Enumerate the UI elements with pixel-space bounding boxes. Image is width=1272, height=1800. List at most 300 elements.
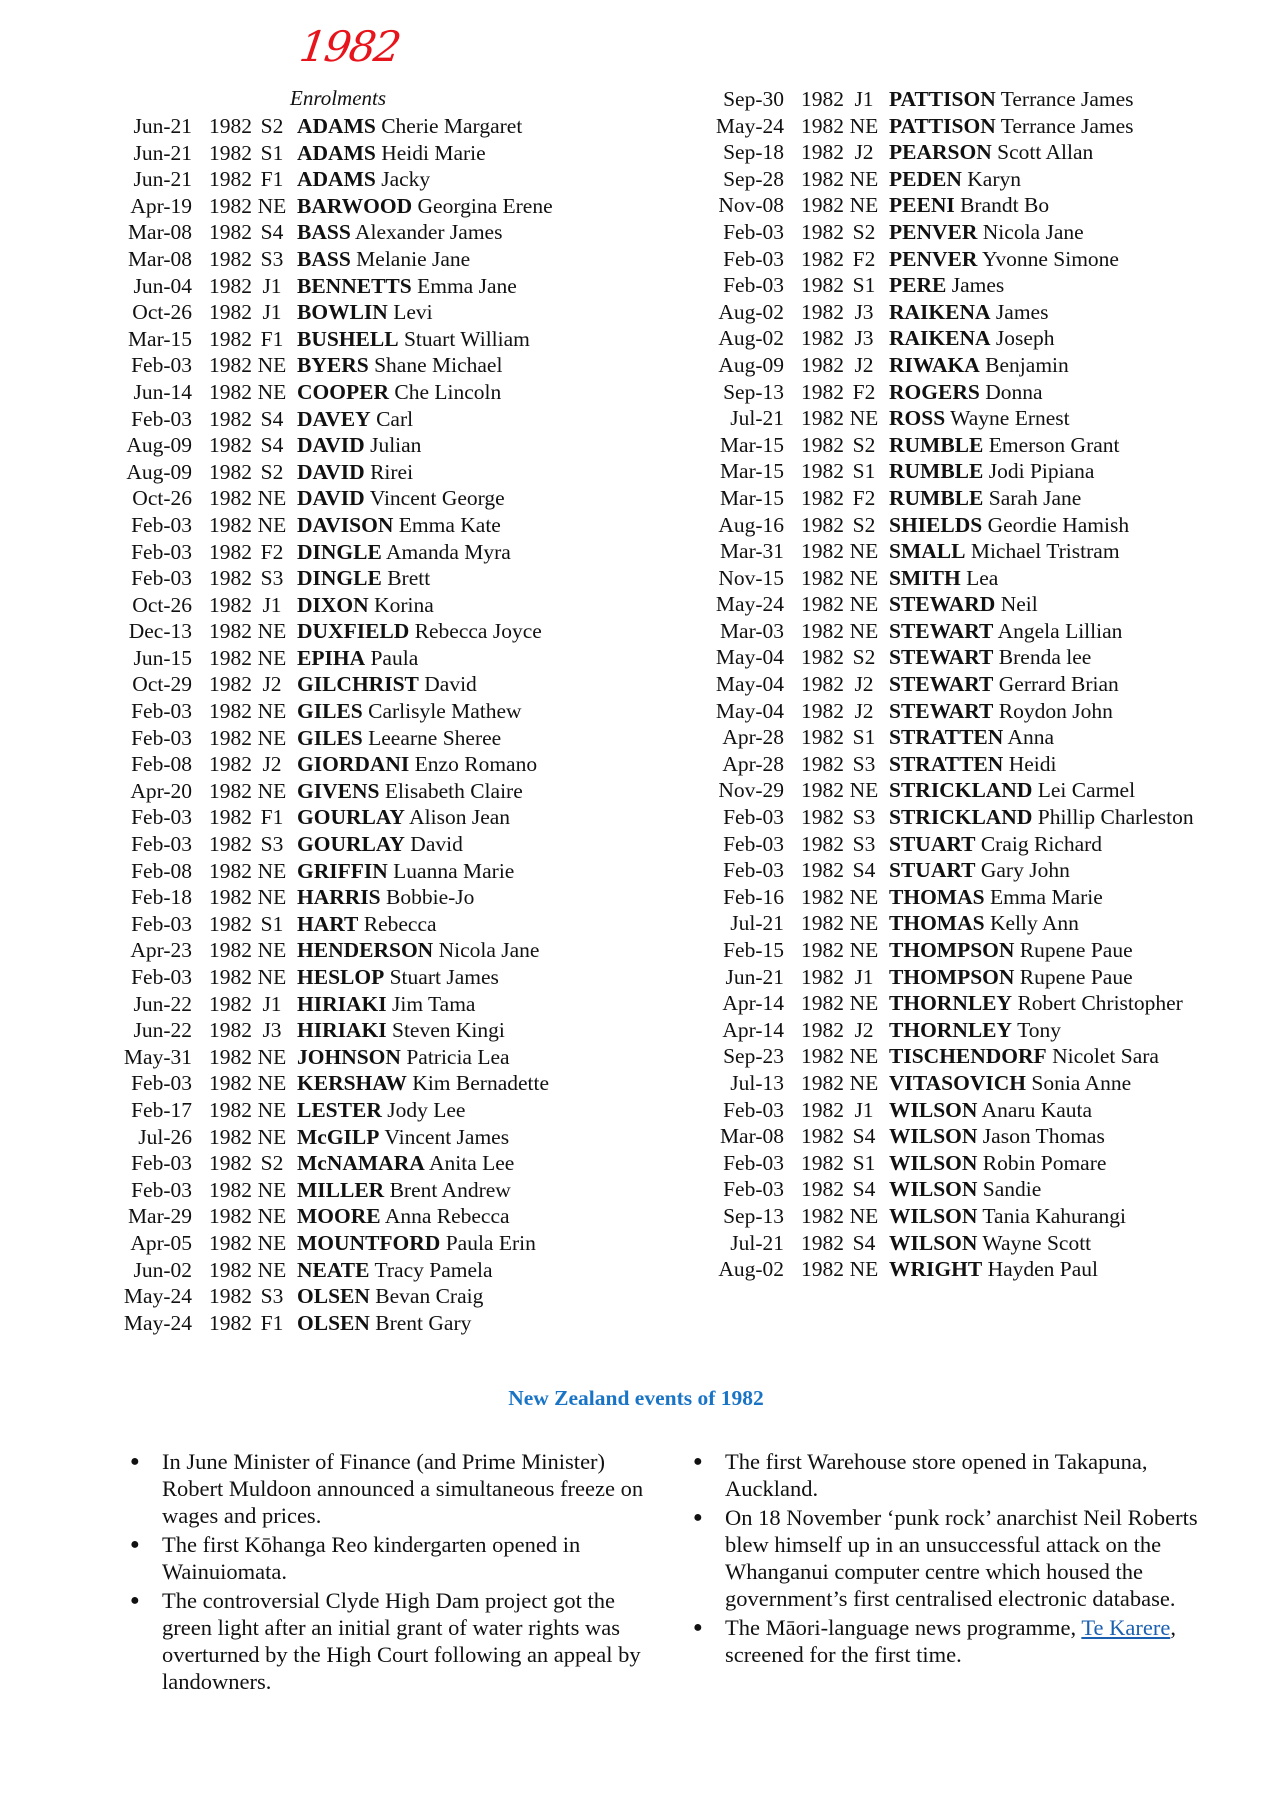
enrolment-date: Oct-26 (132, 300, 192, 325)
given-names: Nicola Jane (438, 938, 540, 963)
enrolment-date: Aug-16 (718, 512, 784, 537)
student-name (292, 964, 499, 991)
enrolment-date: Apr-28 (722, 751, 784, 776)
enrolment-row (697, 990, 1194, 1017)
enrolment-year: 1982 (801, 352, 844, 377)
bullet-icon: ● (693, 1509, 703, 1526)
enrolment-date: May-31 (123, 1044, 192, 1069)
enrolment-row (697, 538, 1194, 565)
event-item: ● The Māori-language news programme, Te Karere, screened for the first time. (693, 1615, 1176, 1667)
enrolment-year: 1982 (801, 672, 844, 697)
given-names: Rirei (370, 459, 414, 484)
class-code: J2 (262, 752, 282, 777)
student-name (292, 140, 486, 167)
enrolment-year: 1982 (209, 1097, 252, 1122)
class-code: S2 (852, 432, 876, 457)
enrolment-date: Jun-02 (133, 1257, 192, 1282)
enrolment-date: Aug-09 (718, 352, 784, 377)
enrolment-date: Feb-03 (131, 725, 192, 750)
enrolment-date: Mar-08 (127, 246, 192, 271)
surname: GILES (297, 725, 363, 750)
given-names: Emma Marie (989, 884, 1103, 909)
given-names: Jody Lee (387, 1097, 466, 1122)
enrolment-row (105, 565, 553, 592)
surname: STRATTEN (889, 751, 1004, 776)
student-name (292, 1124, 509, 1151)
enrolment-year: 1982 (801, 406, 844, 431)
student-name (292, 1150, 514, 1177)
student-name (292, 1070, 549, 1097)
enrolment-row (105, 1310, 553, 1337)
enrolment-year: 1982 (801, 1203, 844, 1228)
enrolment-date: Feb-03 (131, 566, 192, 591)
enrolment-year: 1982 (801, 113, 844, 138)
enrolment-year: 1982 (801, 299, 844, 324)
class-code: S3 (852, 831, 876, 856)
surname: GILES (297, 699, 363, 724)
enrolment-year: 1982 (801, 858, 844, 883)
student-name (884, 1256, 1098, 1283)
enrolment-date: Mar-08 (719, 1124, 784, 1149)
surname: THORNLEY (889, 991, 1013, 1016)
given-names: Heidi (1008, 751, 1057, 776)
student-name (884, 113, 1134, 140)
student-name (884, 671, 1119, 698)
enrolment-row (697, 86, 1194, 113)
enrolment-year: 1982 (209, 1177, 252, 1202)
student-name (292, 219, 502, 246)
student-name (884, 219, 1084, 246)
surname: BASS (297, 246, 351, 271)
surname: STEWART (889, 672, 994, 697)
surname: DAVISON (297, 512, 394, 537)
student-name (884, 1176, 1041, 1203)
surname: STRATTEN (889, 725, 1004, 750)
surname: STUART (889, 858, 976, 883)
enrolment-date: May-24 (123, 1284, 192, 1309)
class-code: S4 (852, 1177, 876, 1202)
enrolment-date: Oct-26 (132, 486, 192, 511)
enrolment-row (697, 352, 1194, 379)
enrolment-date: Nov-15 (718, 565, 784, 590)
enrolment-row (697, 458, 1194, 485)
given-names: David (424, 672, 477, 697)
given-names: Terrance James (1000, 113, 1134, 138)
enrolment-year: 1982 (209, 885, 252, 910)
enrolment-year: 1982 (209, 539, 252, 564)
class-code: NE (257, 512, 287, 537)
class-code: NE (257, 858, 287, 883)
class-code: NE (849, 778, 879, 803)
class-code: S2 (852, 645, 876, 670)
enrolment-row (697, 910, 1194, 937)
enrolment-date: Sep-28 (723, 166, 784, 191)
enrolment-row (105, 751, 553, 778)
surname: HARRIS (297, 885, 381, 910)
enrolment-year: 1982 (209, 379, 252, 404)
class-code: NE (849, 592, 879, 617)
surname: BENNETTS (297, 273, 412, 298)
enrolment-row (105, 299, 553, 326)
enrolment-year: 1982 (209, 140, 252, 165)
student-name (884, 512, 1129, 539)
given-names: Brent Gary (375, 1310, 472, 1335)
class-code: S1 (852, 1150, 876, 1175)
class-code: NE (257, 938, 287, 963)
enrolment-year: 1982 (801, 1017, 844, 1042)
surname: BOWLIN (297, 300, 388, 325)
enrolment-year: 1982 (209, 486, 252, 511)
surname: MILLER (297, 1177, 385, 1202)
student-name (884, 831, 1102, 858)
enrolment-row (697, 379, 1194, 406)
class-code: S2 (260, 459, 284, 484)
enrolment-row (105, 379, 553, 406)
enrolment-date: Jun-04 (133, 273, 192, 298)
given-names: Korina (374, 592, 434, 617)
student-name (292, 539, 511, 566)
surname: PENVER (889, 246, 978, 271)
enrolment-date: Sep-18 (723, 140, 784, 165)
surname: PEDEN (889, 166, 962, 191)
enrolment-date: Oct-29 (132, 672, 192, 697)
enrolment-row (697, 937, 1194, 964)
enrolment-date: Oct-26 (132, 592, 192, 617)
enrolment-date: Aug-02 (718, 1257, 784, 1282)
class-code: NE (849, 991, 879, 1016)
given-names: Leearne Sheree (368, 725, 502, 750)
given-names: Anna Rebecca (384, 1204, 510, 1229)
given-names: Rebecca Joyce (414, 619, 542, 644)
given-names: Brenda lee (998, 645, 1092, 670)
enrolment-row (697, 113, 1194, 140)
student-name (292, 858, 514, 885)
class-code: NE (849, 113, 879, 138)
student-name (292, 379, 501, 406)
student-name (292, 1203, 510, 1230)
surname: PENVER (889, 219, 978, 244)
student-name (884, 352, 1069, 379)
enrolment-date: Feb-03 (723, 219, 784, 244)
enrolment-date: Dec-13 (128, 619, 192, 644)
event-item: ● The controversial Clyde High Dam project got the green light after an initial grant of water rights was overturned by the High Court following an appeal by landowners. (130, 1588, 641, 1694)
student-name (292, 166, 430, 193)
given-names: Nicola Jane (982, 219, 1084, 244)
enrolment-row (697, 325, 1194, 352)
enrolment-date: Feb-03 (131, 353, 192, 378)
enrolment-year: 1982 (209, 512, 252, 537)
surname: DAVEY (297, 406, 371, 431)
class-code: NE (257, 725, 287, 750)
enrolment-row (697, 512, 1194, 539)
enrolment-row (105, 645, 553, 672)
enrolment-year: 1982 (209, 459, 252, 484)
enrolment-row (105, 937, 553, 964)
class-code: F1 (260, 1310, 284, 1335)
student-name (884, 432, 1120, 459)
class-code: F2 (852, 246, 876, 271)
enrolment-date: Mar-15 (719, 485, 784, 510)
enrolment-year: 1982 (209, 1071, 252, 1096)
surname: MOORE (297, 1204, 381, 1229)
class-code: NE (257, 885, 287, 910)
surname: GOURLAY (297, 832, 405, 857)
enrolment-row (697, 804, 1194, 831)
given-names: Yvonne Simone (981, 246, 1119, 271)
given-names: Paula Erin (445, 1230, 536, 1255)
student-name (884, 538, 1120, 565)
surname: SMALL (889, 539, 966, 564)
given-names: Carl (376, 406, 414, 431)
te-karere-link[interactable]: Te Karere (1081, 1615, 1171, 1640)
class-code: NE (849, 911, 879, 936)
enrolment-date: Feb-03 (131, 539, 192, 564)
surname: WILSON (889, 1203, 978, 1228)
enrolment-year: 1982 (801, 805, 844, 830)
enrolment-year: 1982 (209, 672, 252, 697)
student-name (884, 1043, 1159, 1070)
student-name (292, 725, 501, 752)
student-name (884, 857, 1070, 884)
surname: EPIHA (297, 645, 366, 670)
surname: McGILP (297, 1124, 380, 1149)
enrolment-row (105, 858, 553, 885)
class-code: NE (257, 645, 287, 670)
enrolment-date: Apr-19 (130, 193, 192, 218)
student-name (292, 991, 475, 1018)
enrolment-date: Apr-05 (130, 1230, 192, 1255)
student-name (884, 405, 1070, 432)
enrolment-row (105, 406, 553, 433)
student-name (884, 192, 1049, 219)
enrolment-row (105, 1203, 553, 1230)
given-names: Levi (393, 300, 433, 325)
enrolment-year: 1982 (209, 406, 252, 431)
enrolment-year: 1982 (801, 1257, 844, 1282)
class-code: J1 (262, 300, 282, 325)
enrolment-row (697, 751, 1194, 778)
enrolment-row (105, 459, 553, 486)
given-names: Brandt Bo (960, 193, 1050, 218)
enrolment-year: 1982 (209, 1018, 252, 1043)
enrolment-date: Mar-03 (719, 618, 784, 643)
given-names: Wayne Scott (982, 1230, 1092, 1255)
given-names: Jim Tama (391, 991, 476, 1016)
class-code: NE (849, 539, 879, 564)
enrolment-date: May-24 (715, 113, 784, 138)
enrolment-row (105, 1017, 553, 1044)
class-code: S4 (260, 406, 284, 431)
class-code: NE (257, 1230, 287, 1255)
enrolment-date: Feb-03 (131, 1151, 192, 1176)
given-names: Sandie (982, 1177, 1042, 1202)
surname: ADAMS (297, 140, 376, 165)
enrolment-date: Jun-15 (133, 645, 192, 670)
enrolment-year: 1982 (801, 166, 844, 191)
class-code: NE (849, 193, 879, 218)
enrolment-year: 1982 (801, 1070, 844, 1095)
student-name (884, 937, 1133, 964)
student-name (884, 591, 1038, 618)
enrolment-date: May-24 (123, 1310, 192, 1335)
enrolment-year: 1982 (209, 433, 252, 458)
surname: DIXON (297, 592, 369, 617)
student-name (292, 1097, 465, 1124)
surname: GIVENS (297, 778, 380, 803)
enrolment-date: Mar-15 (719, 432, 784, 457)
class-code: S2 (852, 512, 876, 537)
given-names: Rupene Paue (1019, 938, 1133, 962)
given-names: Nicolet Sara (1052, 1044, 1159, 1069)
given-names: Georgina Erene (417, 193, 553, 218)
enrolment-row (105, 592, 553, 619)
student-name (884, 1203, 1126, 1230)
enrolment-year: 1982 (801, 485, 844, 510)
class-code: NE (257, 193, 287, 218)
enrolment-year: 1982 (209, 832, 252, 857)
enrolment-date: Jun-21 (133, 167, 192, 192)
enrolment-date: Apr-14 (722, 991, 784, 1016)
student-name (884, 1150, 1106, 1177)
enrolment-year: 1982 (209, 1310, 252, 1335)
surname: HART (297, 911, 359, 936)
class-code: S3 (260, 246, 284, 271)
enrolment-year: 1982 (209, 1151, 252, 1176)
enrolment-year: 1982 (209, 1230, 252, 1255)
surname: DINGLE (297, 539, 382, 564)
class-code: NE (849, 166, 879, 191)
enrolment-year: 1982 (209, 1284, 252, 1309)
enrolment-row (105, 831, 553, 858)
enrolment-date: Feb-03 (131, 1071, 192, 1096)
enrolment-year: 1982 (209, 725, 252, 750)
surname: LESTER (297, 1097, 382, 1122)
surname: STEWART (889, 618, 994, 643)
enrolment-row (105, 698, 553, 725)
student-name (292, 485, 505, 512)
surname: COOPER (297, 379, 389, 404)
enrolment-date: Jul-26 (138, 1124, 192, 1149)
enrolment-year: 1982 (801, 911, 844, 936)
enrolment-row (105, 1177, 553, 1204)
enrolment-year: 1982 (209, 326, 252, 351)
given-names: Scott Allan (997, 140, 1094, 165)
student-name (884, 139, 1093, 166)
surname: STUART (889, 831, 976, 856)
enrolment-year: 1982 (209, 193, 252, 218)
enrolment-row (697, 831, 1194, 858)
surname: THOMAS (889, 884, 985, 909)
surname: DINGLE (297, 566, 382, 591)
class-code: NE (257, 1124, 287, 1149)
enrolment-row (697, 1017, 1194, 1044)
class-code: S3 (260, 566, 284, 591)
enrolment-row (697, 857, 1194, 884)
given-names: Anna (1007, 725, 1055, 750)
class-code: J2 (854, 672, 874, 697)
enrolment-row (697, 405, 1194, 432)
enrolment-year: 1982 (209, 246, 252, 271)
enrolment-date: Sep-23 (723, 1044, 784, 1069)
surname: THOMPSON (889, 938, 1015, 962)
surname: STRICKLAND (889, 805, 1033, 830)
class-code: NE (849, 938, 879, 962)
enrolment-year: 1982 (801, 565, 844, 590)
given-names: Tracy Pamela (374, 1257, 493, 1282)
enrolment-date: Aug-02 (718, 326, 784, 351)
student-name (292, 432, 421, 459)
student-name (884, 485, 1081, 512)
student-name (292, 1257, 493, 1284)
given-names: Emma Jane (417, 273, 517, 298)
surname: PEARSON (889, 140, 992, 165)
student-name (884, 990, 1183, 1017)
enrolment-date: Jun-22 (133, 991, 192, 1016)
enrolment-date: Feb-03 (131, 832, 192, 857)
class-code: F2 (852, 379, 876, 404)
surname: GIORDANI (297, 752, 410, 777)
enrolment-date: Feb-15 (723, 938, 784, 962)
surname: PERE (889, 273, 947, 298)
given-names: Heidi Marie (381, 140, 486, 165)
enrolments-heading: Enrolments (290, 86, 387, 110)
surname: RUMBLE (889, 459, 984, 484)
class-code: S3 (260, 1284, 284, 1309)
enrolment-date: Feb-03 (131, 805, 192, 830)
surname: BUSHELL (297, 326, 399, 351)
enrolment-year: 1982 (801, 698, 844, 723)
given-names: Emerson Grant (988, 432, 1120, 457)
enrolment-year: 1982 (801, 1044, 844, 1069)
given-names: Julian (370, 433, 422, 458)
enrolment-year: 1982 (801, 273, 844, 298)
given-names: Terrance James (1000, 87, 1134, 111)
surname: RUMBLE (889, 432, 984, 457)
student-name (884, 86, 1134, 113)
enrolment-row (105, 219, 553, 246)
student-name (292, 671, 477, 698)
enrolment-year: 1982 (801, 938, 844, 962)
student-name (884, 299, 1048, 326)
enrolment-row (105, 113, 553, 140)
student-name (292, 884, 474, 911)
surname: WILSON (889, 1097, 978, 1122)
enrolment-year: 1982 (209, 645, 252, 670)
surname: DAVID (297, 486, 365, 511)
enrolment-row (697, 565, 1194, 592)
class-code: J1 (854, 964, 874, 989)
given-names: Elisabeth Claire (384, 778, 523, 803)
class-code: NE (849, 1044, 879, 1069)
given-names: Tania Kahurangi (982, 1203, 1126, 1228)
given-names: Anita Lee (428, 1151, 515, 1176)
class-code: J3 (854, 326, 874, 351)
surname: NEATE (297, 1257, 370, 1282)
surname: GILCHRIST (297, 672, 419, 697)
class-code: F2 (852, 485, 876, 510)
enrolment-row (697, 299, 1194, 326)
enrolment-year: 1982 (801, 831, 844, 856)
given-names: Karyn (967, 166, 1021, 191)
enrolment-year: 1982 (209, 991, 252, 1016)
enrolment-year: 1982 (801, 140, 844, 165)
class-code: J2 (854, 698, 874, 723)
given-names: Alexander James (355, 220, 503, 245)
student-name (292, 618, 542, 645)
student-name (292, 1044, 510, 1071)
class-code: S1 (852, 273, 876, 298)
surname: WILSON (889, 1124, 978, 1149)
